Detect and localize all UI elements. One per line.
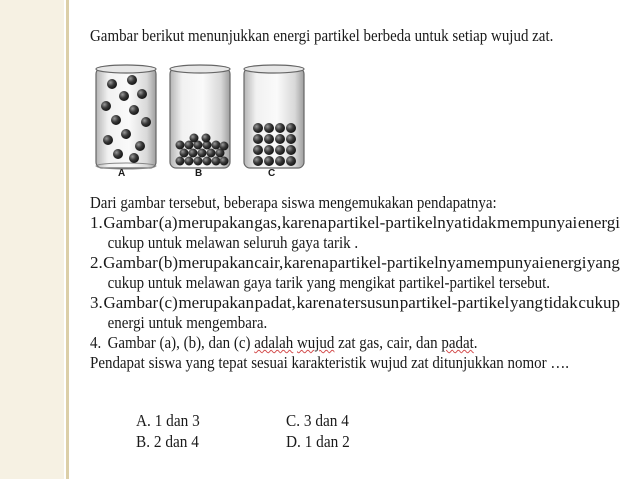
option-a[interactable]: A. 1 dan 3 bbox=[136, 411, 200, 430]
beakers-illustration bbox=[90, 62, 310, 170]
slide-side-line bbox=[66, 0, 69, 479]
statement-2-number: 2. bbox=[90, 253, 103, 272]
statement-2-line-2: cukup untuk melawan gaya tarik yang mengikat partikel-partikel tersebut. bbox=[107, 273, 551, 292]
statement-3-line-1: 3. Gambar (c) merupakan padat, karena tersusun partikel-partikel yang tidak cukup bbox=[90, 293, 620, 312]
question-text: Pendapat siswa yang tepat sesuai karakteristik wujud zat ditunjukkan nomor …. bbox=[90, 353, 570, 372]
spellcheck-underline-word: wujud bbox=[296, 333, 335, 352]
slide-side-strip bbox=[0, 0, 64, 479]
lead-text: Dari gambar tersebut, beberapa siswa mengemukakan pendapatnya: bbox=[90, 193, 497, 212]
beaker-a bbox=[96, 65, 156, 169]
beaker-b-label: B bbox=[195, 168, 203, 179]
statement-4-line-1: 4. Gambar (a), (b), dan (c) adalah wujud zat gas, cair, dan padat. bbox=[90, 333, 478, 352]
option-c[interactable]: C. 3 dan 4 bbox=[286, 411, 349, 430]
spellcheck-underline-word: padat bbox=[441, 333, 474, 352]
statement-3-line-2: energi untuk mengembara. bbox=[107, 313, 268, 332]
statement-1-number: 1. bbox=[90, 213, 103, 232]
answer-options bbox=[136, 411, 436, 453]
beaker-b bbox=[170, 65, 230, 168]
question-body bbox=[90, 193, 620, 373]
intro-text: Gambar berikut menunjukkan energi partikel berbeda untuk setiap wujud zat. bbox=[90, 26, 554, 45]
beaker-a-label: A bbox=[118, 168, 126, 179]
statement-4-number: 4. bbox=[90, 333, 102, 352]
statement-2-line-1: 2. Gambar (b) merupakan cair, karena partikel-partikelnya mempunyai energi yang bbox=[90, 253, 620, 272]
beaker-c bbox=[244, 65, 304, 168]
option-d[interactable]: D. 1 dan 2 bbox=[286, 432, 350, 451]
beakers-figure bbox=[90, 62, 310, 192]
statement-1-line-2: cukup untuk melawan seluruh gaya tarik . bbox=[107, 233, 359, 252]
statement-3-number: 3. bbox=[90, 293, 103, 312]
spellcheck-underline-word: adalah bbox=[254, 333, 294, 352]
beaker-c-label: C bbox=[268, 168, 276, 179]
statement-1-line-1: 1. Gambar (a) merupakan gas, karena partikel-partikelnya tidak mempunyai energi bbox=[90, 213, 620, 232]
option-b[interactable]: B. 2 dan 4 bbox=[136, 432, 199, 451]
